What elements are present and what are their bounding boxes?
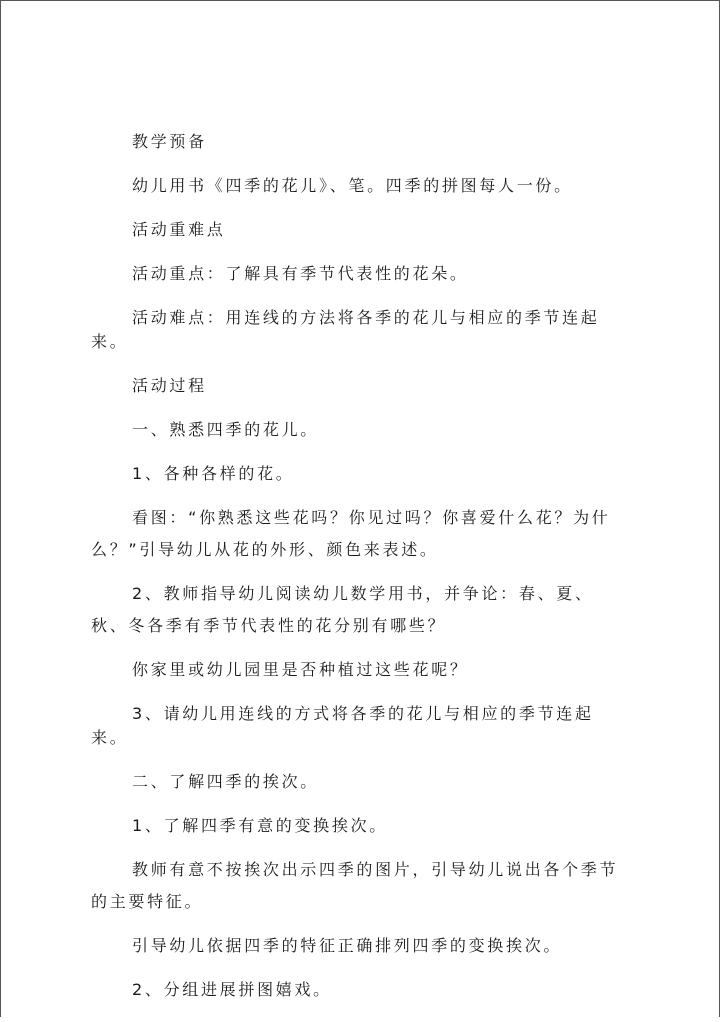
heading-key-points: 活动重难点	[132, 220, 226, 239]
paragraph-teacher-shows: 教师有意不按挨次出示四季的图片，引导幼儿说出各个季节的主要特征。	[91, 860, 619, 911]
list-item-2-2: 2、分组进展拼图嬉戏。	[132, 980, 332, 999]
list-item-2-1: 1、了解四季有意的变换挨次。	[132, 816, 388, 835]
heading-process: 活动过程	[132, 376, 207, 395]
paragraph-question: 你家里或幼儿园里是否种植过这些花呢？	[132, 660, 469, 679]
paragraph-difficulty: 活动难点：用连线的方法将各季的花儿与相应的季节连起来。	[91, 308, 600, 351]
list-item-1-2: 2、教师指导幼儿阅读幼儿数学用书，并争论：春、夏、秋、冬各季有季节代表性的花分别有哪些？	[91, 584, 594, 635]
paragraph-key-point: 活动重点：了解具有季节代表性的花朵。	[132, 264, 469, 283]
list-item-1-3: 3、请幼儿用连线的方式将各季的花儿与相应的季节连起来。	[91, 704, 594, 747]
paragraph-arrange-order: 引导幼儿依据四季的特征正确排列四季的变换挨次。	[132, 936, 563, 955]
document-body	[91, 130, 631, 1022]
paragraph-look-at-picture: 看图：“你熟悉这些花吗？你见过吗？你喜爱什么花？为什么？”引导幼儿从花的外形、颜色来表述。	[91, 508, 611, 559]
paragraph-materials: 幼儿用书《四季的花儿》、笔。四季的拼图每人一份。	[132, 176, 573, 195]
list-item-1-1: 1、各种各样的花。	[132, 464, 295, 483]
section-heading-2: 二、了解四季的挨次。	[132, 772, 320, 791]
heading-preparation: 教学预备	[132, 132, 207, 151]
section-heading-1: 一、熟悉四季的花儿。	[132, 420, 320, 439]
